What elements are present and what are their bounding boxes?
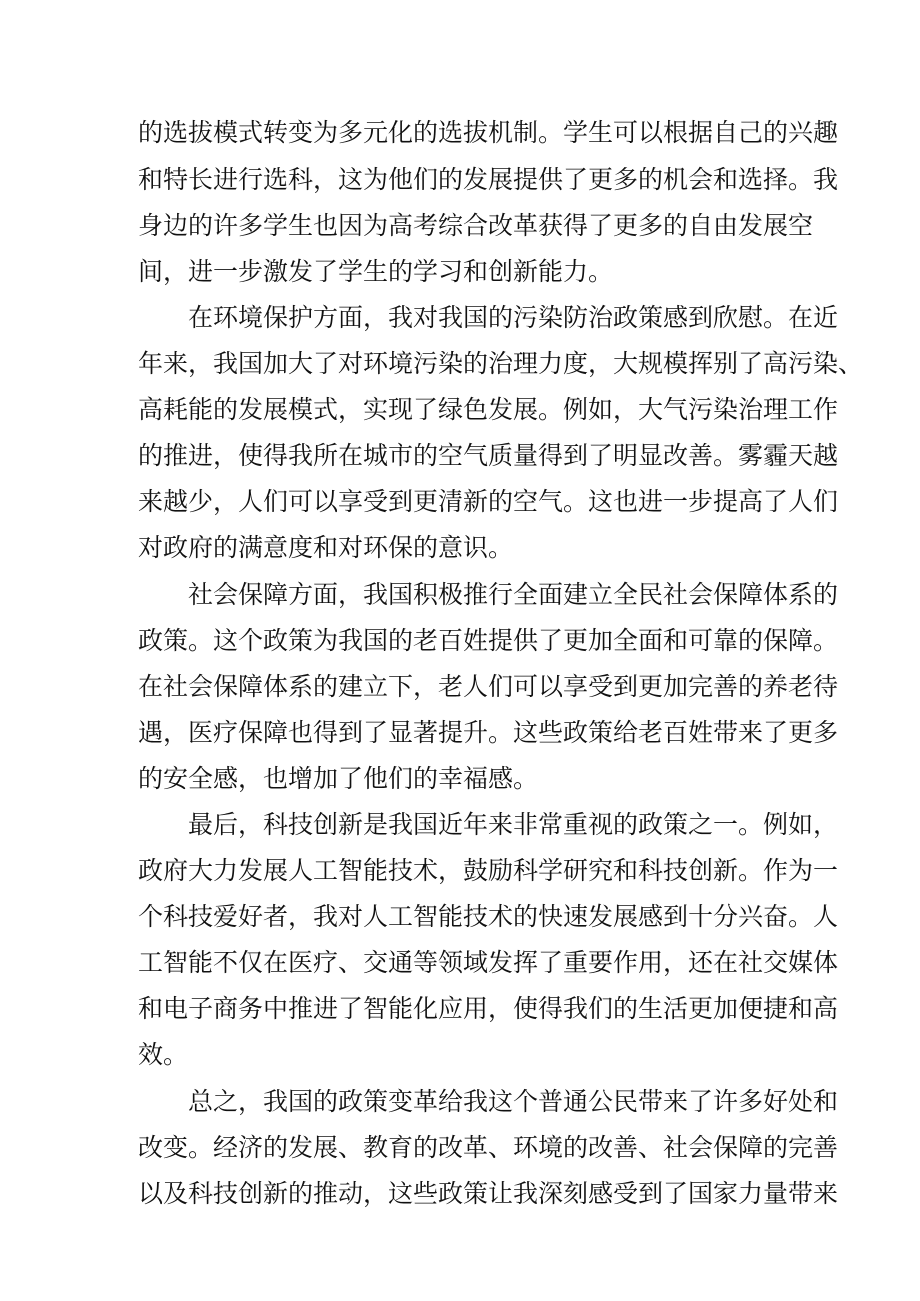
- text-line: 的选拔模式转变为多元化的选拔机制。学生可以根据自己的兴趣: [138, 118, 839, 147]
- text-line: 改变。经济的发展、教育的改革、环境的改善、社会保障的完善: [138, 1133, 839, 1162]
- paragraph-first-line: 最后，科技创新是我国近年来非常重视的政策之一。例如，: [188, 810, 839, 839]
- text-line: 政府大力发展人工智能技术，鼓励科学研究和科技创新。作为一: [138, 856, 839, 885]
- text-line: 在社会保障体系的建立下，老人们可以享受到更加完善的养老待: [138, 672, 839, 701]
- text-line: 对政府的满意度和对环保的意识。: [138, 533, 514, 562]
- paragraph-first-line: 总之，我国的政策变革给我这个普通公民带来了许多好处和: [188, 1087, 839, 1116]
- text-line: 的安全感，也增加了他们的幸福感。: [138, 764, 539, 793]
- text-line: 和特长进行选科，这为他们的发展提供了更多的机会和选择。我: [138, 165, 839, 194]
- text-line: 间，进一步激发了学生的学习和创新能力。: [138, 257, 614, 286]
- text-line: 高耗能的发展模式，实现了绿色发展。例如，大气污染治理工作: [138, 395, 839, 424]
- text-line: 遇，医疗保障也得到了显著提升。这些政策给老百姓带来了更多: [138, 718, 839, 747]
- text-line: 的推进，使得我所在城市的空气质量得到了明显改善。雾霾天越: [138, 441, 839, 470]
- text-line: 效。: [138, 1040, 189, 1069]
- text-line: 个科技爱好者，我对人工智能技术的快速发展感到十分兴奋。人: [138, 902, 839, 931]
- text-line: 身边的许多学生也因为高考综合改革获得了更多的自由发展空: [138, 211, 814, 240]
- text-line: 年来，我国加大了对环境污染的治理力度，大规模挥别了高污染、: [138, 349, 864, 378]
- paragraph-first-line: 社会保障方面，我国积极推行全面建立全民社会保障体系的: [188, 580, 839, 609]
- text-line: 来越少，人们可以享受到更清新的空气。这也进一步提高了人们: [138, 487, 839, 516]
- text-line: 政策。这个政策为我国的老百姓提供了更加全面和可靠的保障。: [138, 626, 839, 655]
- paragraph-first-line: 在环境保护方面，我对我国的污染防治政策感到欣慰。在近: [188, 303, 839, 332]
- text-line: 和电子商务中推进了智能化应用，使得我们的生活更加便捷和高: [138, 994, 839, 1023]
- text-line: 工智能不仅在医疗、交通等领域发挥了重要作用，还在社交媒体: [138, 948, 839, 977]
- text-line: 以及科技创新的推动，这些政策让我深刻感受到了国家力量带来: [138, 1179, 839, 1208]
